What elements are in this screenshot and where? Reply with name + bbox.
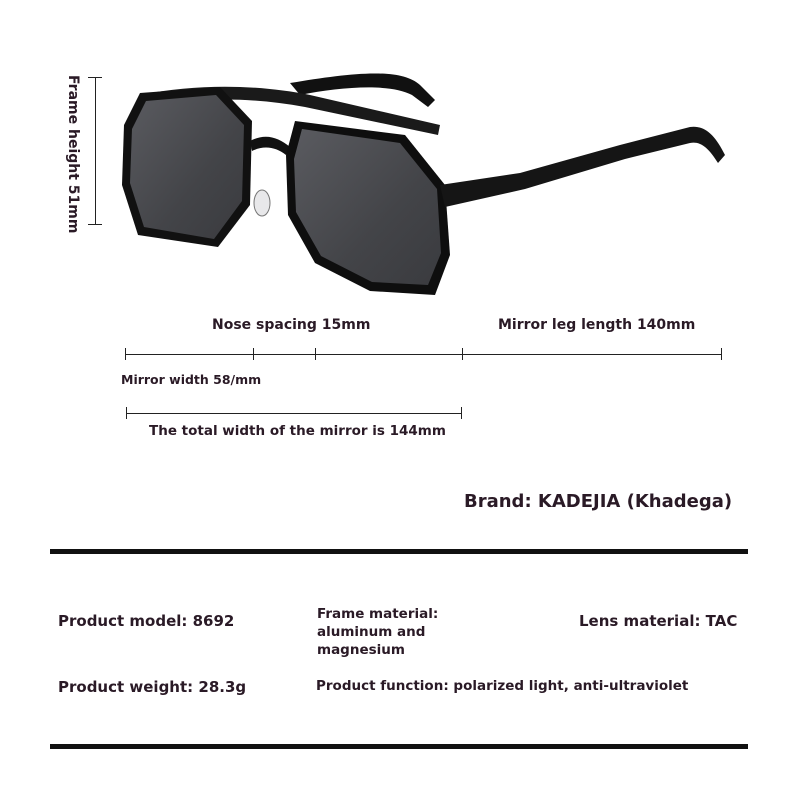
- tick-frame-end: [462, 348, 463, 360]
- tick-lens-end: [253, 348, 254, 360]
- mirror-width-label: Mirror width 58/mm: [121, 372, 262, 387]
- frame-height-cap-bottom: [88, 224, 102, 225]
- frame-height-cap-top: [88, 77, 102, 78]
- tick-nose-end: [315, 348, 316, 360]
- sunglasses-image: [100, 55, 740, 315]
- lens-material: Lens material: TAC: [579, 612, 738, 630]
- total-width-label: The total width of the mirror is 144mm: [149, 423, 446, 439]
- tick-total-end: [461, 407, 462, 419]
- bridge: [250, 137, 290, 155]
- near-temple: [440, 127, 725, 207]
- product-weight: Product weight: 28.3g: [58, 678, 247, 696]
- divider-bottom: [50, 744, 748, 749]
- dimension-line-main: [125, 354, 722, 355]
- dimension-line-total: [126, 413, 462, 414]
- frame-height-line: [95, 77, 96, 224]
- brand-label: Brand: KADEJIA (Khadega): [464, 491, 733, 512]
- product-function: Product function: polarized light, anti-ultraviolet: [316, 678, 689, 694]
- divider-top: [50, 549, 748, 554]
- tick-lens-start: [125, 348, 126, 360]
- left-lens: [130, 95, 244, 239]
- tick-leg-end: [721, 348, 722, 360]
- leg-length-label: Mirror leg length 140mm: [498, 317, 696, 333]
- nose-pad-left: [254, 190, 270, 216]
- frame-height-text: Frame height 51mm: [65, 75, 81, 234]
- frame-material: Frame material: aluminum and magnesium: [317, 606, 439, 658]
- nose-spacing-label: Nose spacing 15mm: [212, 317, 371, 333]
- tick-total-start: [126, 407, 127, 419]
- product-model: Product model: 8692: [58, 612, 235, 630]
